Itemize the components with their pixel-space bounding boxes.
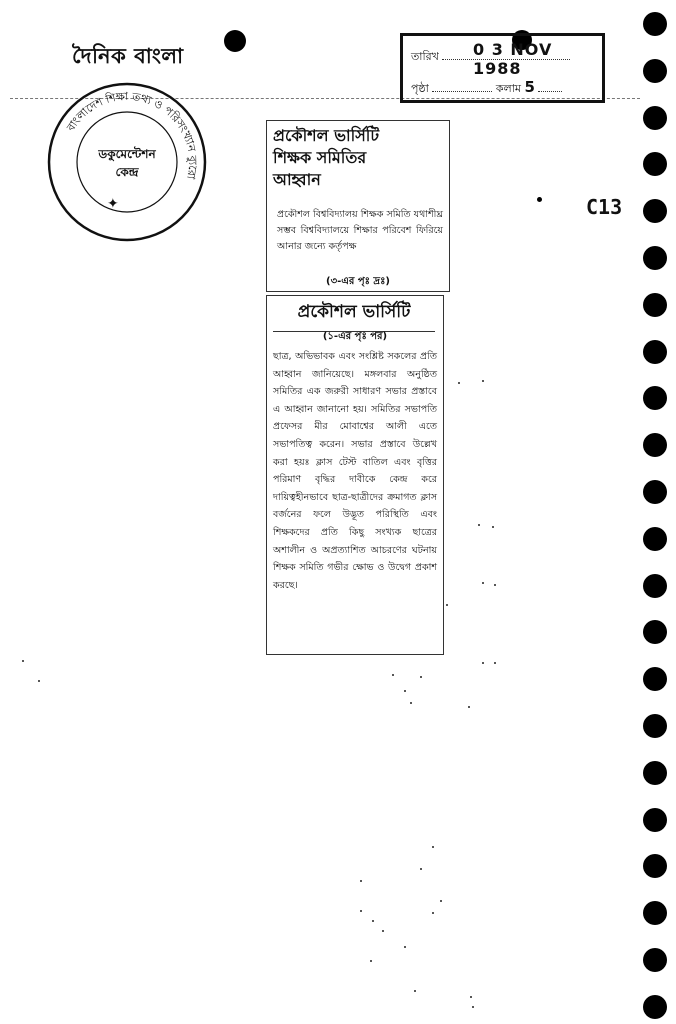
stamp-page-row [411,78,562,99]
clipping1-headline-line1: প্রকৌশল ভার্সিটি [273,126,380,145]
punch-hole [643,340,667,364]
punch-hole [643,527,667,551]
speckle [472,1006,474,1008]
punch-hole [643,901,667,925]
clipping2-continued-from: (১-এর পৃঃ পর) [322,331,388,342]
news-clipping-1 [266,120,450,292]
seal-outer-text: বাংলাদেশ শিক্ষা তথ্য ও পরিসংখ্যান ব্যুরো [64,89,200,181]
speckle [494,584,496,586]
speckle [482,380,484,382]
punch-hole [643,667,667,691]
speckle [458,382,460,384]
seal-star-icon: ✦ [107,196,119,212]
binder-hole [224,30,246,52]
speckle [370,960,372,962]
speckle [404,690,406,692]
stamp-page-label: পৃষ্ঠা [411,82,429,95]
speckle [360,910,362,912]
seal-outer-ring [49,84,205,240]
speckle [38,680,40,682]
punch-hole [643,808,667,832]
speckle [382,930,384,932]
punch-hole [643,714,667,738]
clipping1-body: প্রকৌশল বিশ্ববিদ্যালয় শিক্ষক সমিতি যথাশীঘ্র সম্ভব বিশ্ববিদ্যালয়ে শিক্ষার পরিবেশ ফিরিয়ে আনার জন্যে কর্তৃপক্ষ [277,209,443,252]
speckle [404,946,406,948]
speckle [446,604,448,606]
stamp-date-value: 0 3 NOV 1988 [473,40,553,78]
punch-hole [643,854,667,878]
speckle [360,880,362,882]
speckle [478,524,480,526]
speckle [420,868,422,870]
stamp-date-label: তারিখ [411,50,439,63]
speckle [392,674,394,676]
newspaper-name: দৈনিক বাংলা [72,44,184,68]
documentation-seal [45,80,209,244]
speckle [410,702,412,704]
speckle [420,676,422,678]
punch-hole [643,199,667,223]
punch-hole [643,574,667,598]
punch-hole [643,761,667,785]
punch-hole [643,480,667,504]
stamp-column-label: কলাম [495,82,522,95]
seal-inner-ring [77,112,177,212]
punch-hole [643,246,667,270]
punch-hole-strip [643,12,669,1012]
clipping1-continued: (৩-এর পৃঃ দ্রঃ) [326,276,390,287]
speckle [482,582,484,584]
clipping2-body: ছাত্র, অভিভাবক এবং সংশ্লিষ্ট সকলের প্রতি আহ্বান জানিয়েছে। মঙ্গলবার অনুষ্ঠিত সমিতির এক জরুরী সাধারণ সভার প্রস্তাবে এ আহ্বান জানানো হয়। সমিতির সভাপতি প্রফেসর মীর মোবাশ্বের আলী এতে সভাপতিত্ব করেন। সভার প্রস্তাবে উল্লেখ করা হয়ঃ ক্লাস টেস্ট বাতিল এবং বৃত্তির পরিমাণ বৃদ্ধির দাবীকে কেন্দ্র করে দায়িত্বহীনভাবে ছাত্র-ছাত্রীদের ক্রমাগত ক্লাস বর্জনের ফলে উদ্ভূত পরিস্থিতি এবং শিক্ষকদের প্রতি কিছু সংখ্যক ছাত্রের অশালীন ও অপ্রত্যাশিত আচরণের ঘটনায় শিক্ষক সমিতি গভীর ক্ষোভ ও উদ্বেগ প্রকাশ করছে। [273,351,437,591]
speckle [414,990,416,992]
punch-hole [643,620,667,644]
seal-center-line2: কেন্দ্র [115,165,139,179]
punch-hole [643,12,667,36]
mark-dot [537,197,542,202]
clipping1-headline [273,125,443,191]
speckle [432,912,434,914]
speckle [440,900,442,902]
speckle [494,662,496,664]
clipping2-headline: প্রকৌশল ভার্সিটি [273,299,435,332]
file-code: C13 [586,195,623,219]
stamp-page-line [432,91,492,92]
seal-center-line1: ডকুমেন্টেশন [98,147,156,161]
speckle [432,846,434,848]
punch-hole [643,433,667,457]
punch-hole [643,293,667,317]
punch-hole [643,948,667,972]
punch-hole [643,106,667,130]
speckle [492,526,494,528]
stamp-column-value: 5 [524,78,535,96]
date-stamp [400,33,605,103]
speckle [372,920,374,922]
stamp-column-line [538,91,562,92]
punch-hole [643,152,667,176]
punch-hole [643,59,667,83]
clipping1-headline-line3: আহ্বান [273,170,321,189]
news-clipping-2 [266,295,444,655]
speckle [470,996,472,998]
speckle [468,706,470,708]
speckle [22,660,24,662]
punch-hole [643,386,667,410]
punch-hole [643,995,667,1019]
speckle [482,662,484,664]
clipping1-headline-line2: শিক্ষক সমিতির [273,148,367,167]
